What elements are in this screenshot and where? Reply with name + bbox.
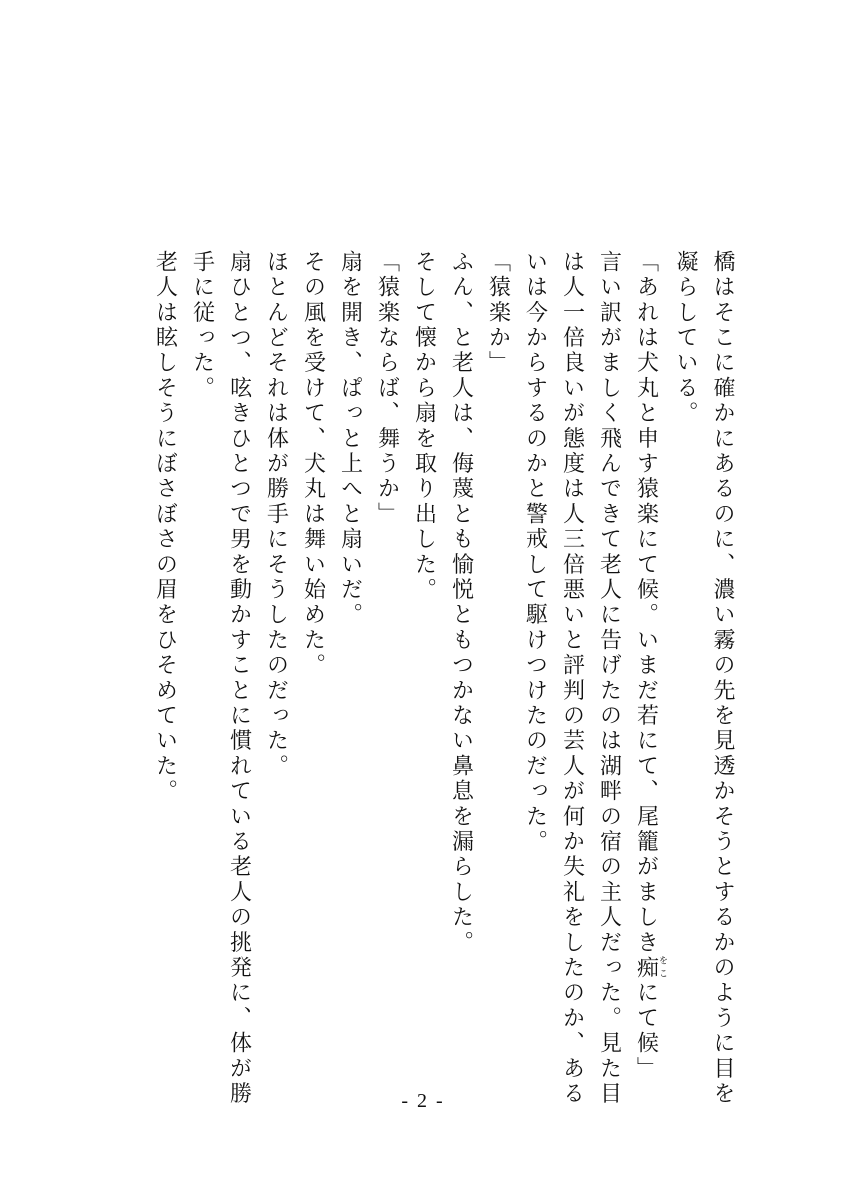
- paragraph-9: その風を受けて、犬丸は舞い始めた。: [300, 250, 326, 679]
- paragraph-4: 「猿楽か」: [485, 250, 511, 376]
- paragraph-8: 扇を開き、ぱっと上へと扇いだ。: [337, 250, 363, 628]
- paragraph-11: 扇ひとつ、呟きひとつで男を動かすことに慣れている老人の挑発に、体が勝手に従った。: [189, 250, 252, 1107]
- furigana-base: 痴: [633, 955, 659, 981]
- page-number: - 2 -: [401, 1090, 445, 1112]
- paragraph-12: 老人は眩しそうにぼさぼさの眉をひそめていた。: [152, 250, 178, 805]
- paragraph-6: そして懐から扇を取り出した。: [411, 250, 437, 603]
- furigana-oko: [633, 955, 667, 981]
- paragraph-1: 橋はそこに確かにあるのに、濃い霧の先を見透かそうとするかのように目を凝らしている。: [673, 250, 735, 1107]
- furigana-reading: をこ: [657, 955, 667, 981]
- paragraph-7: 「猿楽ならば、舞うか」: [374, 250, 400, 528]
- paragraph-2: [628, 250, 668, 1110]
- paragraph-10: ほとんどそれは体が勝手にそうしたのだった。: [263, 250, 289, 780]
- paragraph-5: ふん、と老人は、侮蔑とも愉悦ともつかない鼻息を漏らした。: [448, 250, 474, 956]
- paragraph-2-before: 「あれは犬丸と申す猿楽にて候。いまだ若にて、尾籠がましき: [633, 250, 659, 956]
- vertical-text-body: [147, 250, 742, 1110]
- paragraph-2-after: にて候」: [633, 980, 659, 1082]
- paragraph-3: 言い訳がましく飛んできて老人に告げたのは湖畔の宿の主人だった。見た目は人一倍良いが態度は人三倍悪いと評判の芸人が何か失礼をしたのか、あるいは今からするのかと警戒して駆けつけたのだった。: [522, 250, 622, 1107]
